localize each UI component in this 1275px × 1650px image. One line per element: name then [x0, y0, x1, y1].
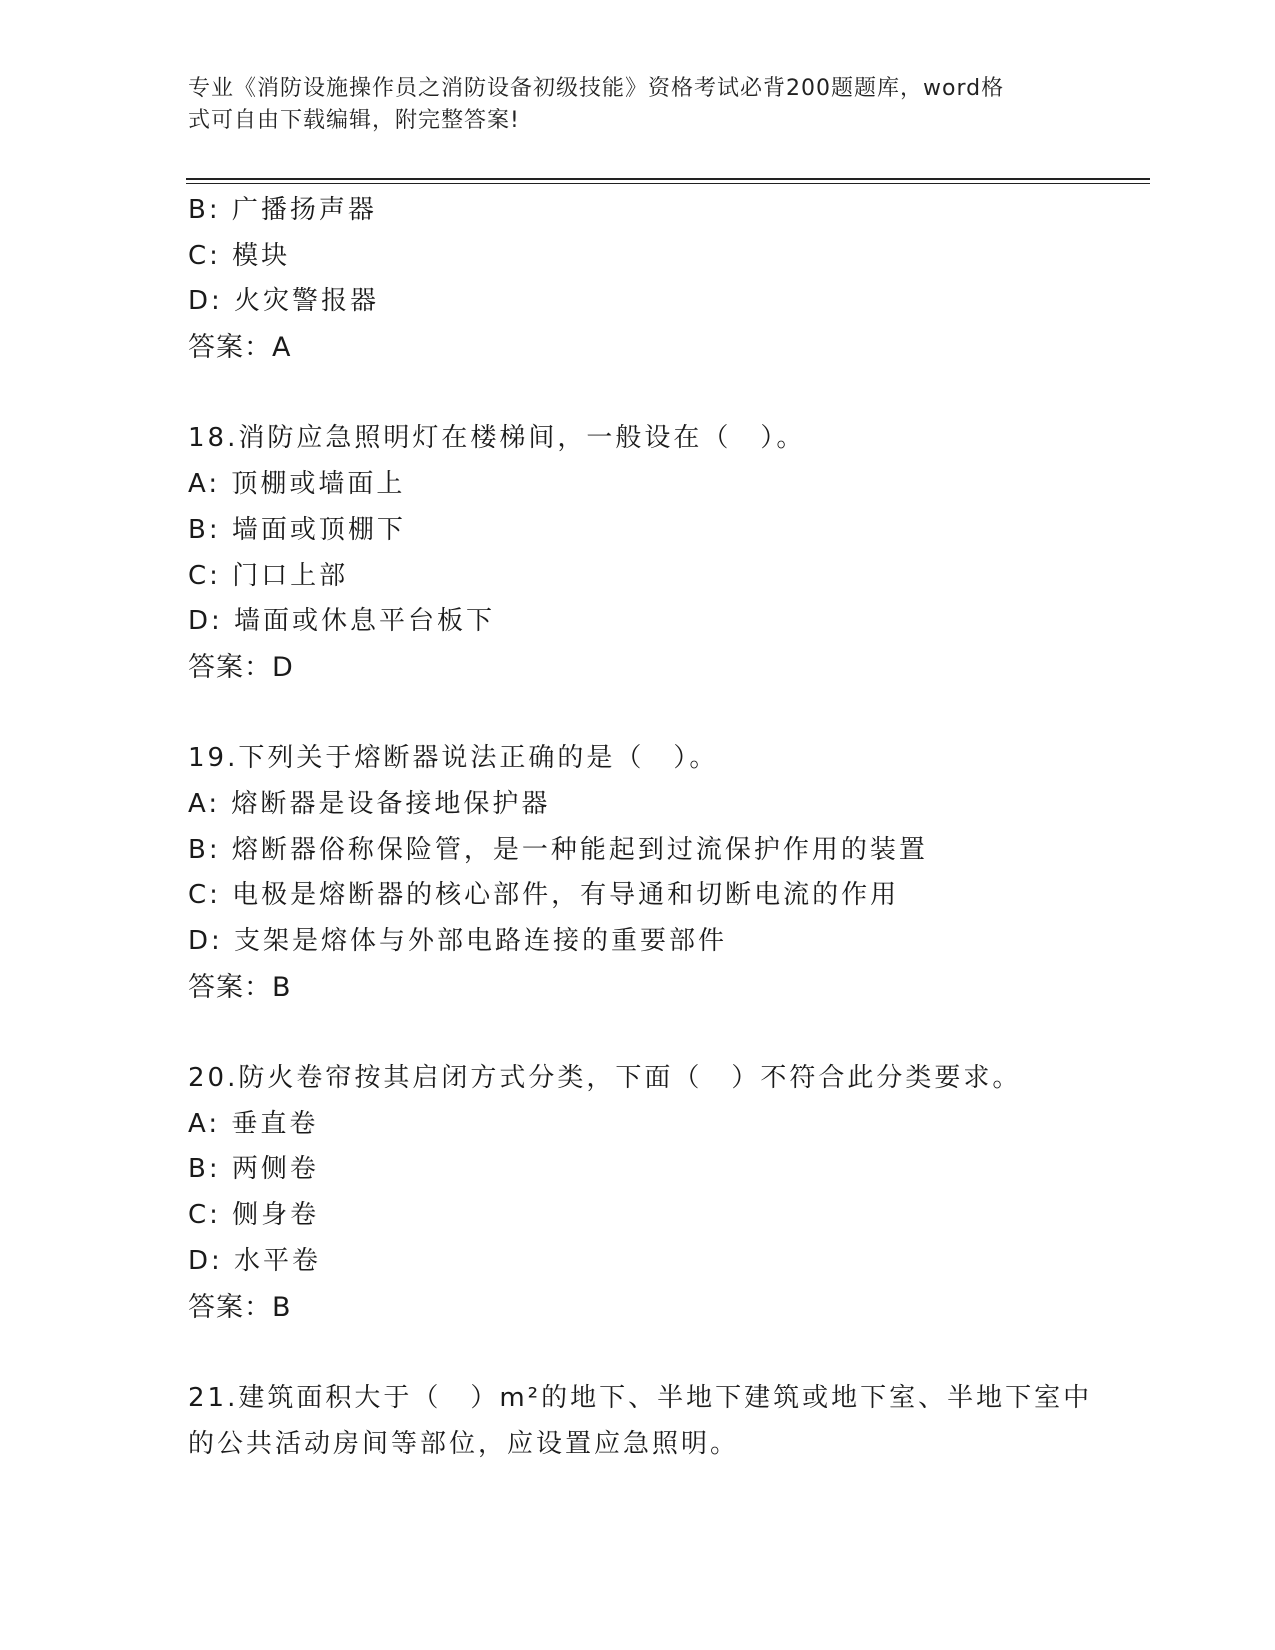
q19-option-a: A: 熔断器是设备接地保护器	[188, 788, 551, 819]
question-list	[188, 188, 1093, 1467]
q21-stem-line-1: 21.建筑面积大于（ ）m²的地下、半地下建筑或地下室、半地下室中	[188, 1382, 1093, 1413]
q18-option-d: D: 墙面或休息平台板下	[188, 606, 496, 637]
q19-option-c: C: 电极是熔断器的核心部件，有导通和切断电流的作用	[188, 880, 900, 911]
header-divider-thin	[186, 183, 1150, 184]
q20-option-a: A: 垂直卷	[188, 1108, 319, 1139]
q20-stem: 20.防火卷帘按其启闭方式分类，下面（ ）不符合此分类要求。	[188, 1063, 1022, 1094]
q20-option-d: D: 水平卷	[188, 1245, 322, 1276]
spacer	[188, 691, 1088, 737]
q18-stem: 18.消防应急照明灯在楼梯间，一般设在（ ）。	[188, 423, 806, 454]
q17-option-b: B: 广播扬声器	[188, 195, 377, 225]
spacer	[188, 1010, 1088, 1056]
q17-answer: 答案：A	[188, 332, 292, 364]
question-20	[188, 1056, 1088, 1330]
q18-option-c: C: 门口上部	[188, 560, 349, 591]
header-line-1: 专业《消防设施操作员之消防设备初级技能》资格考试必背200题题库，word格	[188, 76, 1005, 101]
page-header	[188, 73, 1088, 137]
header-line-2: 式可自由下载编辑，附完整答案!	[188, 108, 520, 133]
question-17-tail	[188, 188, 1088, 371]
q19-answer: 答案：B	[188, 971, 292, 1003]
q20-answer: 答案：B	[188, 1291, 292, 1323]
question-21	[188, 1376, 1093, 1467]
q19-option-b: B: 熔断器俗称保险管，是一种能起到过流保护作用的装置	[188, 834, 928, 865]
q17-option-c: C: 模块	[188, 240, 291, 271]
question-18	[188, 416, 1088, 690]
q17-option-d: D: 火灾警报器	[188, 286, 380, 317]
q20-option-b: B: 两侧卷	[188, 1154, 319, 1185]
spacer	[188, 1330, 1088, 1376]
q20-option-c: C: 侧身卷	[188, 1200, 320, 1231]
q18-answer: 答案：D	[188, 651, 294, 683]
q18-option-a: A: 顶棚或墙面上	[188, 469, 406, 500]
header-divider-thick	[186, 178, 1150, 180]
question-19	[188, 736, 1088, 1010]
q18-option-b: B: 墙面或顶棚下	[188, 514, 406, 545]
q19-stem: 19.下列关于熔断器说法正确的是（ ）。	[188, 743, 719, 774]
q21-stem-line-2: 的公共活动房间等部位，应设置应急照明。	[188, 1428, 740, 1459]
spacer	[188, 371, 1088, 417]
q19-option-d: D: 支架是熔体与外部电路连接的重要部件	[188, 926, 728, 956]
